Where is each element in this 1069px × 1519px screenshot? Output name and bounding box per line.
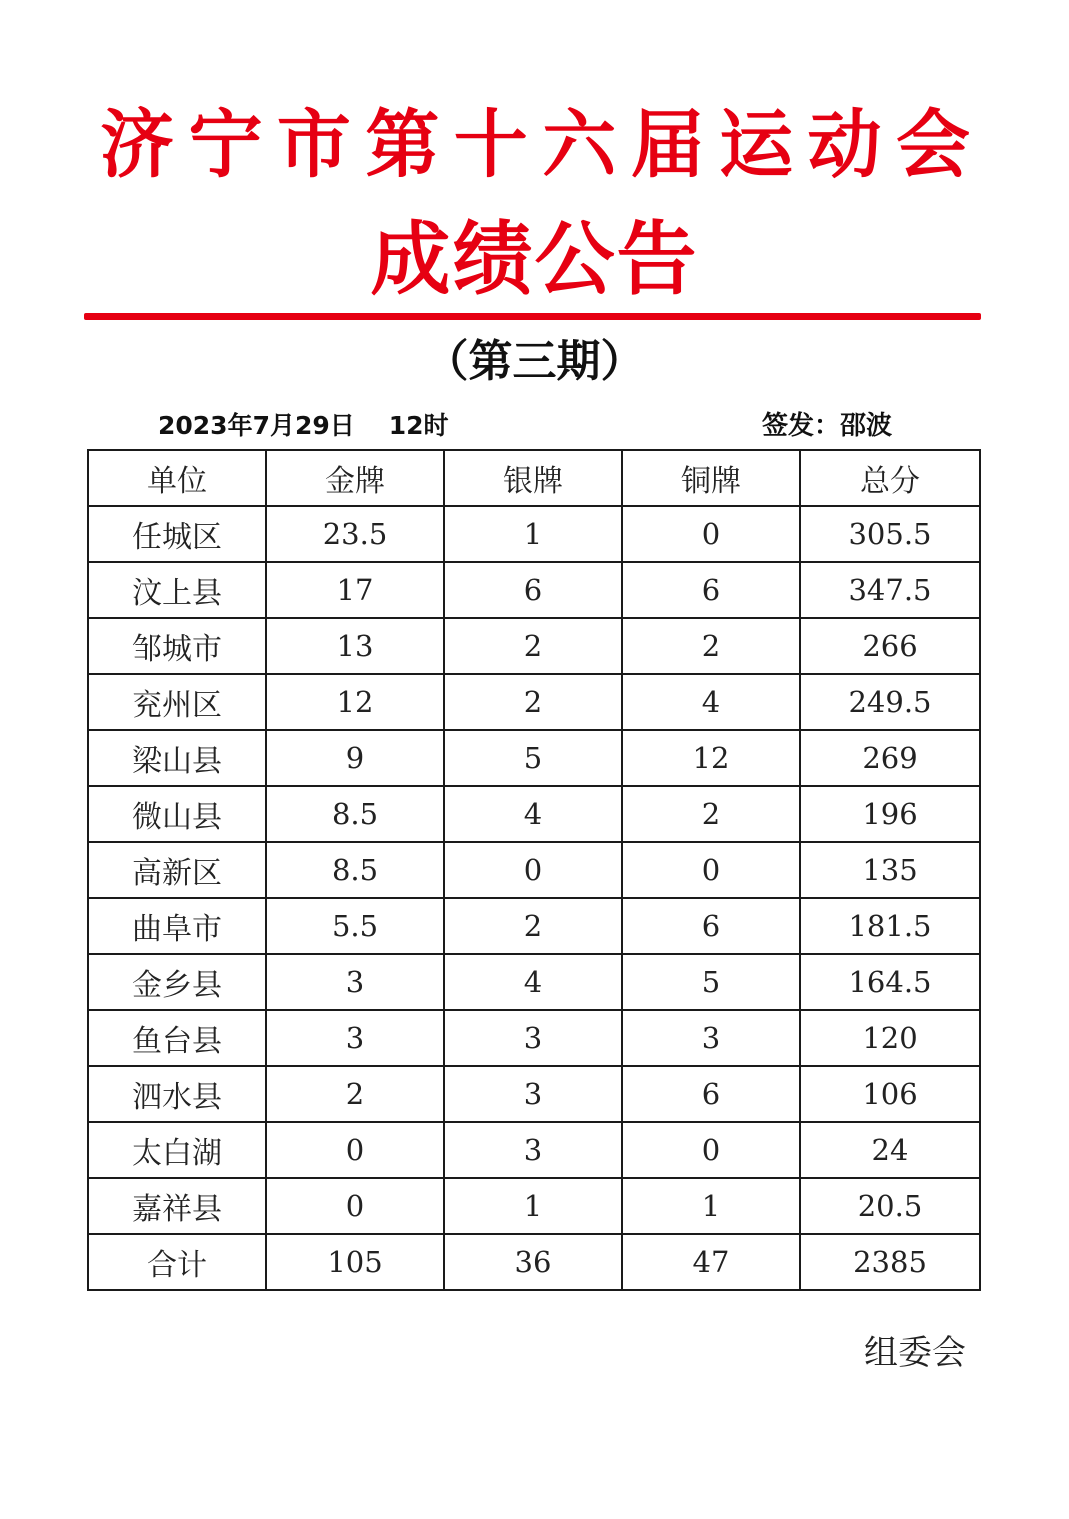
title-char: 济 bbox=[100, 102, 174, 188]
cell-silver: 3 bbox=[444, 1066, 622, 1122]
cell-unit: 邹城市 bbox=[88, 618, 266, 674]
cell-total: 24 bbox=[800, 1122, 980, 1178]
cell-silver: 5 bbox=[444, 730, 622, 786]
cell-bronze: 1 bbox=[622, 1178, 800, 1234]
cell-unit: 高新区 bbox=[88, 842, 266, 898]
cell-bronze: 47 bbox=[622, 1234, 800, 1290]
table-row bbox=[88, 730, 980, 786]
cell-total: 347.5 bbox=[800, 562, 980, 618]
cell-gold: 17 bbox=[266, 562, 444, 618]
column-header-silver: 银牌 bbox=[444, 450, 622, 506]
total-row bbox=[88, 1234, 980, 1290]
cell-unit: 鱼台县 bbox=[88, 1010, 266, 1066]
cell-total: 196 bbox=[800, 786, 980, 842]
cell-silver: 0 bbox=[444, 842, 622, 898]
cell-unit: 微山县 bbox=[88, 786, 266, 842]
cell-total: 120 bbox=[800, 1010, 980, 1066]
table-row bbox=[88, 954, 980, 1010]
title-char: 届 bbox=[630, 102, 705, 188]
cell-unit: 泗水县 bbox=[88, 1066, 266, 1122]
table-row bbox=[88, 1010, 980, 1066]
title-char: 六 bbox=[542, 102, 617, 188]
cell-gold: 3 bbox=[266, 1010, 444, 1066]
cell-gold: 9 bbox=[266, 730, 444, 786]
table-row bbox=[88, 618, 980, 674]
title-char: 运 bbox=[719, 102, 794, 188]
cell-bronze: 2 bbox=[622, 786, 800, 842]
cell-silver: 1 bbox=[444, 506, 622, 562]
table-row bbox=[88, 506, 980, 562]
cell-unit: 兖州区 bbox=[88, 674, 266, 730]
title-char: 会 bbox=[895, 102, 970, 188]
cell-unit: 嘉祥县 bbox=[88, 1178, 266, 1234]
title-char: 市 bbox=[276, 102, 351, 188]
issue-number: （第三期） bbox=[424, 336, 645, 387]
column-header-unit: 单位 bbox=[88, 450, 266, 506]
cell-gold: 12 bbox=[266, 674, 444, 730]
signer: 签发：邵波 bbox=[762, 411, 893, 441]
cell-total: 181.5 bbox=[800, 898, 980, 954]
cell-bronze: 6 bbox=[622, 898, 800, 954]
cell-unit: 任城区 bbox=[88, 506, 266, 562]
publish-datetime bbox=[158, 408, 449, 444]
cell-silver: 6 bbox=[444, 562, 622, 618]
cell-gold: 13 bbox=[266, 618, 444, 674]
title-char: 动 bbox=[807, 102, 882, 188]
title-char: 宁 bbox=[188, 102, 263, 188]
table-row bbox=[88, 1178, 980, 1234]
cell-gold: 23.5 bbox=[266, 506, 444, 562]
cell-bronze: 6 bbox=[622, 562, 800, 618]
cell-silver: 2 bbox=[444, 618, 622, 674]
column-header-bronze: 铜牌 bbox=[622, 450, 800, 506]
table-row bbox=[88, 1122, 980, 1178]
cell-total: 249.5 bbox=[800, 674, 980, 730]
cell-gold: 0 bbox=[266, 1122, 444, 1178]
cell-silver: 4 bbox=[444, 786, 622, 842]
cell-unit: 汶上县 bbox=[88, 562, 266, 618]
cell-total: 106 bbox=[800, 1066, 980, 1122]
cell-total: 305.5 bbox=[800, 506, 980, 562]
cell-unit: 合计 bbox=[88, 1234, 266, 1290]
table-header-row bbox=[88, 450, 980, 506]
cell-gold: 105 bbox=[266, 1234, 444, 1290]
red-divider bbox=[84, 313, 981, 320]
cell-gold: 3 bbox=[266, 954, 444, 1010]
column-header-total: 总分 bbox=[800, 450, 980, 506]
publish-time: 12时 bbox=[388, 411, 449, 440]
cell-bronze: 5 bbox=[622, 954, 800, 1010]
cell-silver: 2 bbox=[444, 898, 622, 954]
cell-unit: 曲阜市 bbox=[88, 898, 266, 954]
cell-silver: 3 bbox=[444, 1010, 622, 1066]
cell-unit: 金乡县 bbox=[88, 954, 266, 1010]
main-title bbox=[95, 100, 975, 190]
cell-total: 266 bbox=[800, 618, 980, 674]
cell-bronze: 0 bbox=[622, 842, 800, 898]
table-body bbox=[88, 506, 980, 1290]
cell-bronze: 0 bbox=[622, 506, 800, 562]
table-row bbox=[88, 562, 980, 618]
cell-total: 269 bbox=[800, 730, 980, 786]
cell-gold: 2 bbox=[266, 1066, 444, 1122]
title-char: 十 bbox=[453, 102, 528, 188]
cell-bronze: 0 bbox=[622, 1122, 800, 1178]
cell-bronze: 3 bbox=[622, 1010, 800, 1066]
cell-unit: 太白湖 bbox=[88, 1122, 266, 1178]
table-row bbox=[88, 674, 980, 730]
cell-total: 2385 bbox=[800, 1234, 980, 1290]
cell-silver: 1 bbox=[444, 1178, 622, 1234]
cell-bronze: 2 bbox=[622, 618, 800, 674]
cell-total: 164.5 bbox=[800, 954, 980, 1010]
cell-gold: 0 bbox=[266, 1178, 444, 1234]
medal-table bbox=[87, 449, 981, 1291]
column-header-gold: 金牌 bbox=[266, 450, 444, 506]
cell-silver: 3 bbox=[444, 1122, 622, 1178]
cell-bronze: 12 bbox=[622, 730, 800, 786]
cell-total: 20.5 bbox=[800, 1178, 980, 1234]
title-char: 第 bbox=[365, 102, 440, 188]
cell-total: 135 bbox=[800, 842, 980, 898]
organizer-signature: 组委会 bbox=[864, 1333, 966, 1373]
cell-bronze: 6 bbox=[622, 1066, 800, 1122]
cell-silver: 36 bbox=[444, 1234, 622, 1290]
table-row bbox=[88, 786, 980, 842]
announcement-subtitle: 成绩公告 bbox=[370, 213, 699, 306]
table-row bbox=[88, 842, 980, 898]
cell-gold: 8.5 bbox=[266, 842, 444, 898]
cell-gold: 5.5 bbox=[266, 898, 444, 954]
cell-gold: 8.5 bbox=[266, 786, 444, 842]
publish-date: 2023年7月29日 bbox=[158, 411, 355, 440]
cell-silver: 4 bbox=[444, 954, 622, 1010]
cell-silver: 2 bbox=[444, 674, 622, 730]
cell-bronze: 4 bbox=[622, 674, 800, 730]
table-row bbox=[88, 898, 980, 954]
cell-unit: 梁山县 bbox=[88, 730, 266, 786]
table-row bbox=[88, 1066, 980, 1122]
